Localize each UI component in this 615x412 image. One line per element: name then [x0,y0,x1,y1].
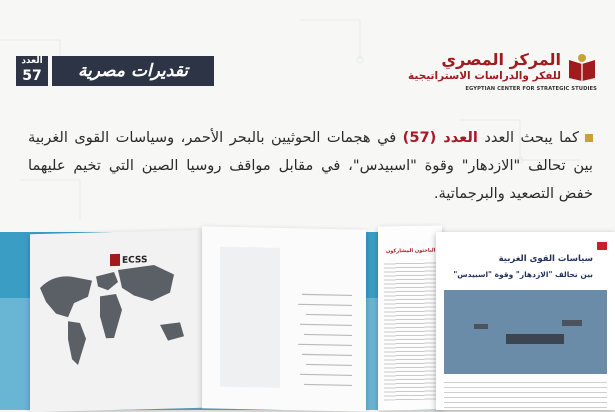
issue-highlight: العدد (57) [402,129,478,146]
toc-lines [202,226,366,411]
book-logo-icon [567,52,597,82]
logo-name-english: EGYPTIAN CENTER FOR STRATEGIC STUDIES [465,86,597,92]
carrier-shape [506,334,564,344]
description-start: كما يبحث العدد [477,129,579,146]
text-lines [384,260,436,401]
issue-number: 57 [22,68,42,84]
ship-shape-small [474,324,488,329]
warship-photo [444,290,607,374]
article-title-line2: بين تحالف "الازدهار" وقوة "اسبيدس" [453,270,593,279]
ecss-logo [408,46,597,96]
description-paragraph [28,124,593,208]
logo-name-line1: المركز المصري [441,50,561,69]
ship-shape [562,320,582,326]
magazine-left-page [30,230,202,412]
flag-icon [597,242,607,250]
logo-name-line2: للفكر والدراسات الاستراتيجية [408,70,561,82]
article-title-line1: سياسات القوى الغربية [498,254,593,264]
publication-title: تقديرات مصرية [52,56,214,86]
ecss-mark-icon [110,254,120,266]
magazine-right-page [202,226,366,411]
issue-badge [16,56,48,86]
ecss-label: ECSS [122,255,148,266]
description-rest: في هجمات الحوثيين بالبحر الأحمر، وسياسات القوى الغربية بين تحالف "الازدهار" وقوة "اسبيدس"، في مقابل مواقف روسيا الصين التي تخيم عليهما خفض التصعيد والبرجماتية. [28,129,593,202]
bullet-icon [585,134,593,142]
document-back-page [378,225,442,410]
document-front-page [436,232,615,410]
issue-label: العدد [21,56,43,66]
side-heading: الباحثون المشاركون [386,247,436,255]
world-map-image [34,244,200,408]
article-text-lines [444,378,607,408]
